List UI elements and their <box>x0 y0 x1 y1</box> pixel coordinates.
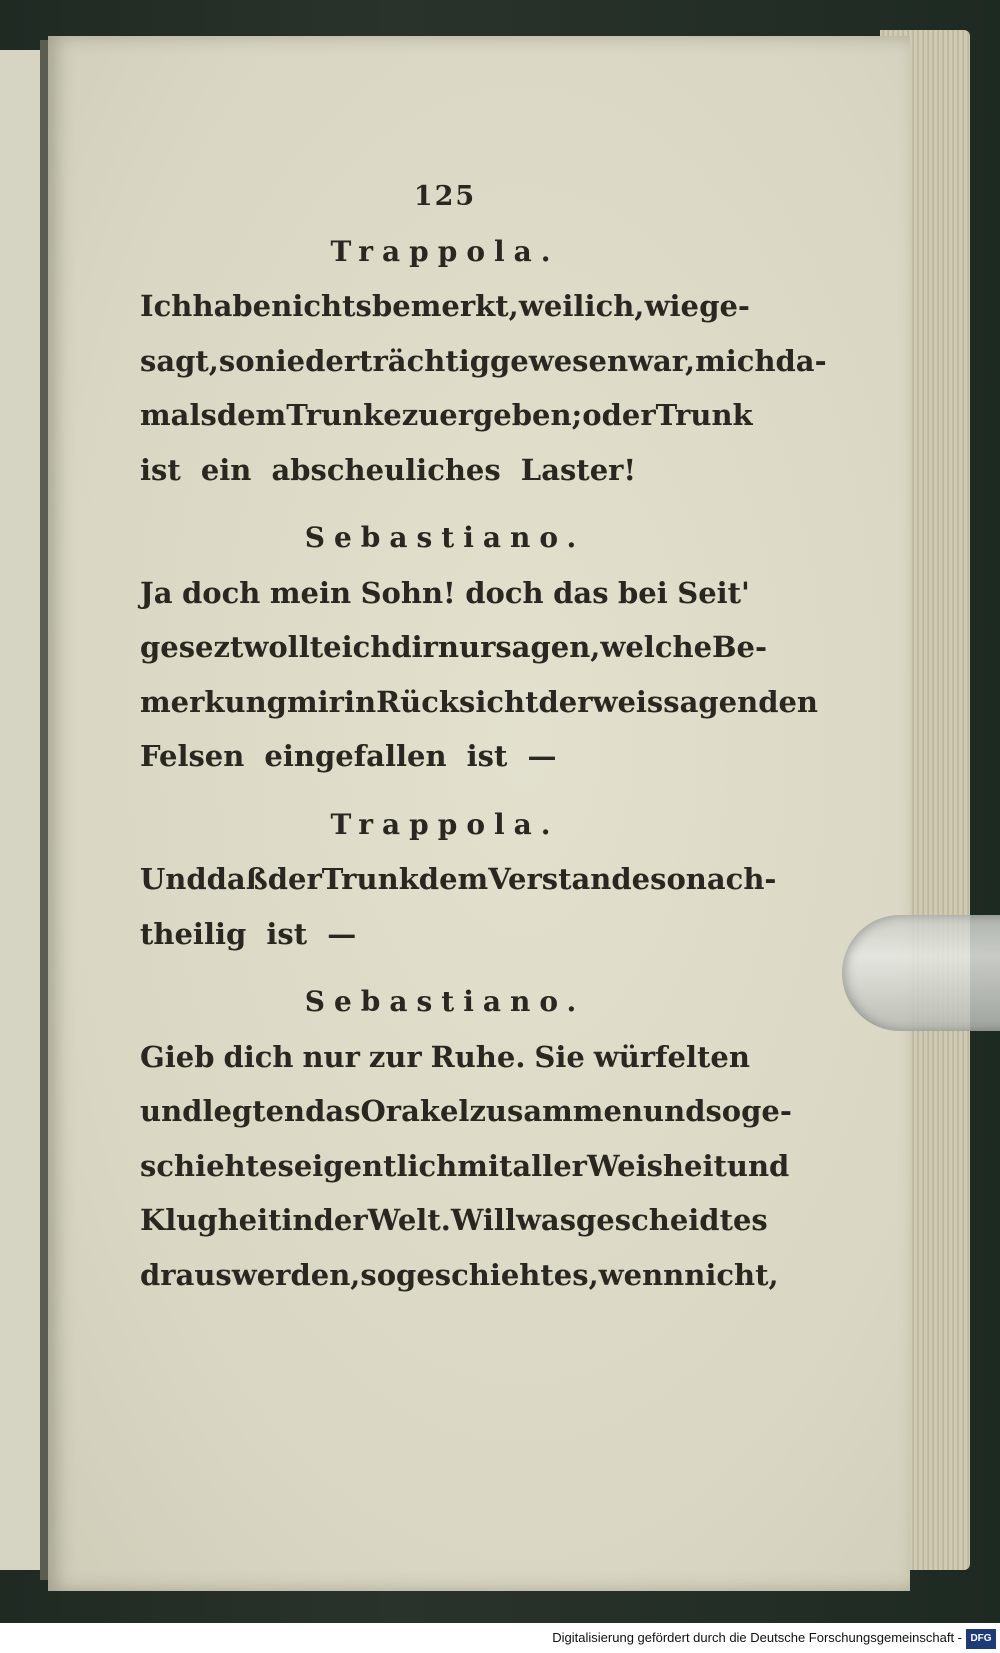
word: schieht <box>140 1148 260 1183</box>
word: mals <box>140 398 217 432</box>
word: bei <box>618 575 668 610</box>
word: bemerkt, <box>372 289 519 323</box>
text-line <box>140 388 753 443</box>
speaker-heading: Trappola. <box>330 807 560 841</box>
page-text <box>140 170 827 1302</box>
line-text: ist ein abscheuliches Laster! <box>140 452 637 487</box>
speaker-heading: Trappola. <box>330 234 560 268</box>
word: zu <box>401 398 440 432</box>
word: doch <box>182 575 261 610</box>
word: Be- <box>712 630 768 664</box>
word: o <box>582 398 602 432</box>
word: Ich <box>140 289 193 323</box>
word: Trunk <box>655 398 753 432</box>
word: Klugheit <box>140 1203 282 1237</box>
word: so <box>705 1094 742 1128</box>
word: gescheidtes <box>576 1203 768 1237</box>
word: welche <box>600 630 713 664</box>
dialogue-block <box>140 975 792 1302</box>
text-line <box>140 907 750 962</box>
word: der <box>601 398 656 432</box>
text-line <box>140 852 777 907</box>
word: nur <box>437 630 496 664</box>
word: doch <box>465 575 544 610</box>
text-line <box>140 279 750 334</box>
page-clip <box>842 915 1000 1031</box>
word: in <box>281 1203 314 1237</box>
word: Und <box>140 862 207 896</box>
word: das <box>305 1094 361 1128</box>
footer-text: Digitalisierung gefördert durch die Deutsche Forschungsgemeinschaft - <box>552 1630 962 1645</box>
text-line <box>140 1248 779 1303</box>
word: draus <box>140 1257 232 1292</box>
word: da- <box>775 343 827 378</box>
word: es, <box>553 1257 599 1292</box>
word: Will <box>450 1203 516 1237</box>
word: gewesen <box>490 343 629 378</box>
line-text: theilig ist — <box>140 916 357 951</box>
word: nach- <box>685 862 777 896</box>
word: Rücksicht <box>376 684 539 719</box>
word: der <box>267 862 322 896</box>
word: Ja <box>140 575 173 610</box>
word: so <box>218 343 255 378</box>
word: Gieb <box>140 1039 215 1074</box>
word: wenn <box>598 1257 685 1292</box>
word: legten <box>202 1094 306 1128</box>
word: nur <box>302 1039 360 1074</box>
word: dir <box>391 630 438 664</box>
word: zusammen <box>469 1094 644 1128</box>
word: mich <box>695 343 776 378</box>
text-line <box>140 729 750 784</box>
text-line <box>140 334 827 389</box>
word: aller <box>512 1148 587 1183</box>
word: mir <box>286 684 344 719</box>
word: zur <box>368 1039 422 1074</box>
word: wollte <box>243 630 342 664</box>
word: so <box>650 862 686 896</box>
word: ich, <box>584 289 645 323</box>
footer-credit <box>0 1623 1000 1653</box>
word: es <box>259 1148 294 1183</box>
word: ge- <box>741 1094 792 1128</box>
word: der <box>538 684 593 719</box>
word: Trunke <box>286 398 402 432</box>
word: habe <box>192 289 272 323</box>
word: nichts <box>271 289 372 323</box>
word: mit <box>457 1148 513 1183</box>
word: ge- <box>699 289 750 323</box>
speaker-heading: Sebastiano. <box>304 521 586 554</box>
word: nicht, <box>684 1257 779 1292</box>
word: das <box>553 575 609 610</box>
line-text: Felsen eingefallen ist — <box>140 739 557 773</box>
word: so <box>360 1257 397 1292</box>
word: werden, <box>231 1257 361 1292</box>
word: merkung <box>140 684 287 719</box>
word: sagt, <box>140 343 219 378</box>
word: ich <box>341 630 392 664</box>
word: dem <box>216 398 287 432</box>
word: gesezt <box>140 630 244 664</box>
word: weissagenden <box>592 684 819 719</box>
word: wie <box>644 289 700 323</box>
word: geschieht <box>396 1257 554 1292</box>
word: der <box>313 1203 368 1237</box>
word: Welt. <box>367 1203 451 1237</box>
text-line <box>140 1193 768 1248</box>
word: Orakel <box>360 1094 470 1128</box>
word: niederträchtig <box>254 343 491 378</box>
word: mein <box>269 575 352 610</box>
word: Trunk <box>321 862 419 896</box>
dfg-logo-icon: DFG <box>966 1629 996 1649</box>
word: Weisheit <box>586 1148 727 1183</box>
text-line <box>140 1030 750 1085</box>
speaker-heading: Sebastiano. <box>304 985 586 1018</box>
word: eigentlich <box>293 1148 458 1183</box>
word: Verstande <box>488 862 651 896</box>
word: sagen, <box>495 630 601 664</box>
word: und <box>643 1094 706 1128</box>
word: und <box>140 1094 203 1128</box>
word: war, <box>628 343 696 378</box>
word: weil <box>518 289 585 323</box>
text-line <box>140 1139 790 1194</box>
word: Sie <box>534 1039 585 1074</box>
dialogue-block <box>140 511 819 784</box>
word: Ruhe. <box>430 1039 526 1074</box>
word: und <box>726 1148 790 1183</box>
word: Seit' <box>677 575 750 610</box>
word: in <box>343 684 377 719</box>
text-line <box>140 1084 792 1139</box>
dialogue-block <box>140 798 777 962</box>
dialogue-block <box>140 225 827 498</box>
page-number: 125 <box>413 181 477 212</box>
text-line <box>140 443 750 498</box>
word: würfelten <box>593 1039 750 1074</box>
word: dem <box>418 862 489 896</box>
word: ergeben; <box>439 398 583 432</box>
word: dich <box>223 1039 294 1074</box>
word: Sohn! <box>360 575 456 610</box>
word: daß <box>206 862 268 896</box>
text-line <box>140 566 750 621</box>
previous-page-edge <box>0 50 44 1570</box>
text-line <box>140 620 768 675</box>
word: was <box>515 1203 577 1237</box>
text-line <box>140 675 819 730</box>
